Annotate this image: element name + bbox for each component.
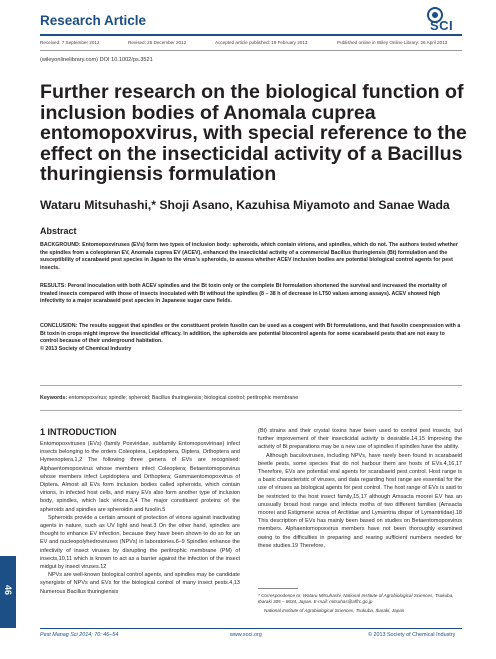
intro-paragraph: NPVs are well-known biological control agents, and spindles may be candidate synergists of NPVs and EVs for the biological control of many insect pests.4,13 Numerous Bacillus thuringiensis bbox=[40, 572, 240, 595]
footnote-correspondence: * Correspondence to: Wataru Mitsuhashi, National Institute of Agrobiological Sciences, Tsukuba, Ibaraki 305 – 8634, Japan. E-mail: mitsuhas@affrc.go.jp bbox=[258, 593, 454, 605]
title-line: entomopoxvirus, with special reference to the bbox=[40, 122, 467, 145]
results-text: Peroral inoculation with both ACEV spindles and the Bt toxin only or the complete Bt formulation shortened the survival and increased the mortality of treated insects compared with those of insects inoculated with Bt without the spindles (8 – 38 h of decrease in LT50 values among assays). ACEV showed high infectivity to a major scarabaeid pest species in Japanese sugar cane fields. bbox=[40, 283, 447, 304]
intro-right-column bbox=[258, 427, 462, 550]
conclusion-label: CONCLUSION: bbox=[40, 323, 78, 329]
sci-logo-text: SCI bbox=[430, 18, 454, 33]
dates-rule bbox=[40, 50, 462, 51]
footer-url[interactable]: www.soci.org bbox=[230, 632, 262, 638]
page-number: 46 bbox=[3, 584, 13, 595]
keywords bbox=[40, 395, 462, 401]
conclusion-text: The results suggest that spindles or the constituent protein fusolin can be used as a coagent with Bt formulations, and that fusolin coexpression with a Bt toxin in crops might improve the insecticidal efficacy. In addition, the spheroids are potential biocontrol agents for some scarabaeid pests that are not easy to control because of their underground habitation. bbox=[40, 323, 461, 344]
title-line: inclusion bodies of Anomala cuprea bbox=[40, 101, 376, 124]
background-text: Entomopoxviruses (EVs) form two types of inclusion body: spheroids, which contain virions, and spindles, which do not. The authors tested whether the spindles from a coleopteran EV, Anomala cuprea EV (ACEV), enhanced the insecticidal activity of a commercial Bacillus thuringiensis (Bt) formulation and the susceptibility of scarabaeid pest species in Japan to the virus's spheroids, to assess whether ACEV inclusion bodies are potential biological control agents for pest insects. bbox=[40, 242, 458, 271]
abstract-background bbox=[40, 242, 462, 272]
received-date: Received: 7 September 2012 bbox=[40, 40, 100, 45]
revised-date: Revised: 25 December 2012 bbox=[128, 40, 187, 45]
background-label: BACKGROUND: bbox=[40, 242, 81, 248]
keywords-label: Keywords: bbox=[40, 395, 68, 401]
footer-journal: Pest Manag Sci 2014; 70: 46–54 bbox=[40, 632, 119, 638]
article-title bbox=[40, 82, 470, 185]
intro-paragraph: Although baculoviruses, including NPVs, have rarely been found in scarabaeid beetle pests, some species that do not harbour them are hosts of EVs.4,16,17 Therefore, EVs are potential viral agents for scarabaeid pest control. Host range is a basic characteristic of viruses, and data regarding host range are essential for the use of viruses as biological agents for pest control. The host range of EVs is said to be restricted to the host insect family,15,17 although Amsacta moorei EV has an unusually broad host range and infects moths of two different families (Amsacta moorei and Estigmene acrea of Arctiidae and Lymantria dispar of Lymantriidae).18 This description of EVs has mainly been based on studies on Betaentomopoxvirus members. Alphaentomopoxvirus members have not been thoroughly examined owing to the difficulties in preparing and rearing sufficient numbers needed for these studies.19 Therefore, bbox=[258, 452, 462, 549]
keywords-rule-top bbox=[40, 385, 462, 386]
abstract-heading: Abstract bbox=[40, 226, 77, 236]
abstract-copyright: © 2013 Society of Chemical Industry bbox=[40, 345, 132, 352]
title-line: Further research on the biological function of bbox=[40, 81, 464, 103]
footnote-affiliation: National Institute of Agrobiological Sciences, Tsukuba, Ibaraki, Japan bbox=[264, 608, 405, 613]
intro-paragraph: Spheroids provide a certain amount of protection of virions against inactivating agents in nature, such as UV light and heat.3 On the other hand, spindles are thought to enhance EV infection, because they have been shown to do so for an EV and nucleopolyhedroviruses (NPVs) in laboratories.6–9 Spindles enhance the infectivity of insect viruses by disrupting the peritrophic membrane (PM) of insects,10,11 which is known to act as a barrier against the infection of the insect midgut by insect viruses.12 bbox=[40, 514, 240, 571]
doi-line: (wileyonlinelibrary.com) DOI 10.1002/ps.3521 bbox=[40, 57, 153, 63]
accepted-date: Accepted article published: 19 February 2013 bbox=[215, 40, 308, 45]
abstract-conclusion bbox=[40, 323, 462, 353]
published-date: Published online in Wiley Online Library: 26 April 2013 bbox=[337, 40, 448, 45]
header-rule bbox=[40, 34, 462, 36]
abstract-results bbox=[40, 283, 462, 306]
intro-paragraph: (Bt) strains and their crystal toxins have been used to control pest insects, but further improvement of their insecticidal activity is desirable.14,15 Improving the activity of Bt preparations may be a new use of spindles if spindles have the ability. bbox=[258, 428, 462, 451]
footer-rule bbox=[40, 628, 462, 629]
intro-left-column bbox=[40, 440, 240, 596]
introduction-heading: 1 INTRODUCTION bbox=[40, 427, 117, 437]
title-line: thuringiensis formulation bbox=[40, 163, 277, 186]
section-label: Research Article bbox=[40, 13, 147, 28]
keywords-text: entomopoxvirus; spindle; spheroid; Bacillus thuringiensis; biological control; peritrophic membrane bbox=[68, 395, 299, 401]
footer-copyright: © 2013 Society of Chemical Industry bbox=[368, 632, 456, 638]
intro-paragraph: Entomopoxviruses (EVs) (family Poxviridae, subfamily Entomopoxvirinae) infect insects belonging to the orders Coleoptera, Lepidoptera, Diptera, Orthoptera and Hymenoptera.1,2 The following three genera of EVs are recognised: Alphaentomopoxvirus whose members infect Coleoptera; Betaentomopoxvirus whose members infect Lepidoptera and Orthoptera; Gammaentomopoxvirus of Diptera. Almost all EVs form inclusion bodies called spheroids, which contain virions, in infected host cells, and many EVs also form another type of inclusion body, spindles, which lack virions.3,4 The major constituent proteins of the spheroids and spindles are spheroidin and fusolin.5 bbox=[40, 441, 240, 513]
results-label: RESULTS: bbox=[40, 283, 67, 289]
title-line: effect on the insecticidal activity of a Bacillus bbox=[40, 142, 463, 165]
footnote-rule bbox=[258, 588, 298, 589]
author-list: Wataru Mitsuhashi,* Shoji Asano, Kazuhisa Miyamoto and Sanae Wada bbox=[40, 198, 450, 212]
keywords-rule-bottom bbox=[40, 410, 462, 411]
